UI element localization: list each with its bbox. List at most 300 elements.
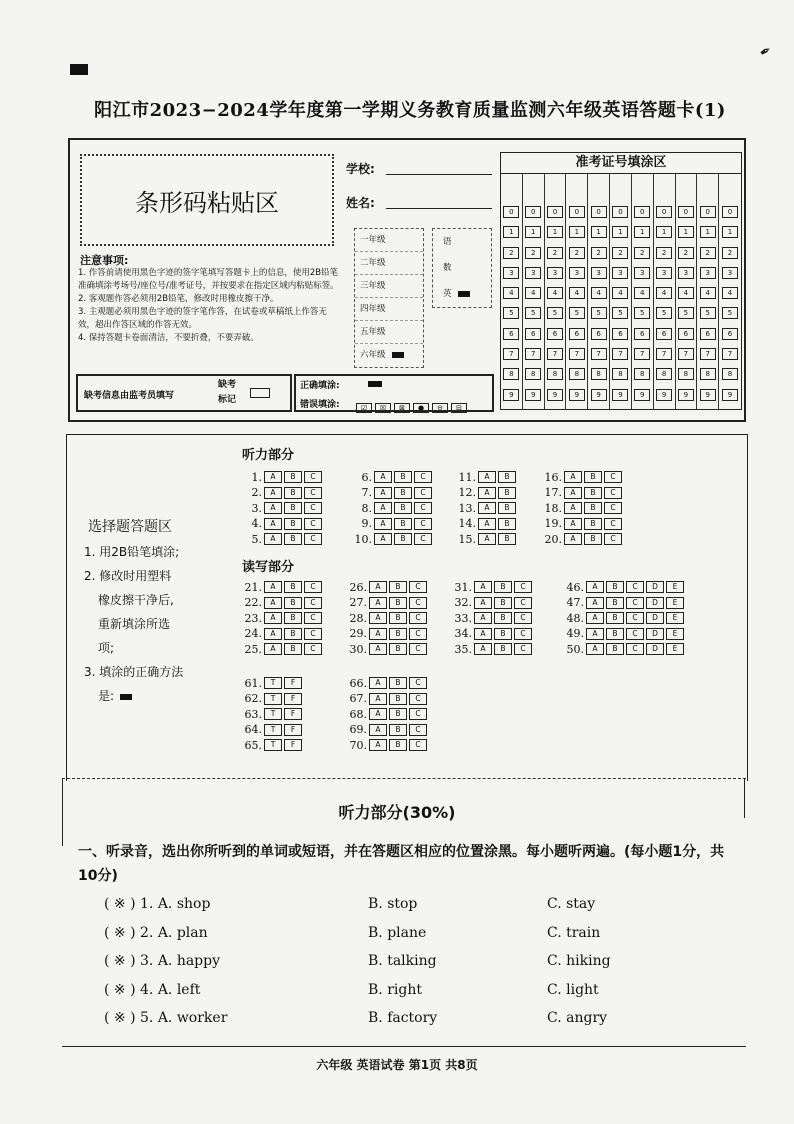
exam-digit-bubble[interactable]: 9 xyxy=(547,389,563,401)
answer-bubble[interactable]: B xyxy=(389,693,407,705)
answer-bubble[interactable]: A xyxy=(369,708,387,720)
answer-bubble[interactable]: C xyxy=(414,487,432,499)
exam-digit-bubble[interactable]: 2 xyxy=(700,247,716,259)
exam-digit-bubble[interactable]: 9 xyxy=(503,389,519,401)
answer-bubble[interactable]: C xyxy=(409,693,427,705)
answer-bubble[interactable]: B xyxy=(389,628,407,640)
answer-bubble[interactable]: C xyxy=(409,612,427,624)
answer-bubble[interactable]: B xyxy=(584,487,602,499)
exam-digit-bubble[interactable]: 6 xyxy=(700,328,716,340)
answer-bubble[interactable]: A xyxy=(586,612,604,624)
answer-bubble[interactable]: A xyxy=(586,628,604,640)
exam-digit-bubble[interactable]: 0 xyxy=(656,206,672,218)
answer-bubble[interactable]: C xyxy=(409,581,427,593)
answer-bubble[interactable]: D xyxy=(646,612,664,624)
exam-digit-bubble[interactable]: 1 xyxy=(656,226,672,238)
exam-digit-bubble[interactable]: 2 xyxy=(722,247,738,259)
answer-bubble[interactable]: C xyxy=(604,533,622,545)
exam-digit-bubble[interactable]: 9 xyxy=(678,389,694,401)
exam-digit-bubble[interactable]: 0 xyxy=(722,206,738,218)
question-number: 47. xyxy=(566,596,584,609)
answer-bubble[interactable]: B xyxy=(389,612,407,624)
answer-bubble[interactable]: C xyxy=(514,628,532,640)
answer-bubble[interactable]: C xyxy=(626,581,644,593)
exam-digit-bubble[interactable]: 3 xyxy=(503,267,519,279)
exam-digit-bubble[interactable]: 7 xyxy=(569,348,585,360)
exam-digit-bubble[interactable]: 9 xyxy=(722,389,738,401)
exam-digit-bubble[interactable]: 1 xyxy=(503,226,519,238)
exam-digit-bubble[interactable]: 5 xyxy=(722,307,738,319)
answer-bubble[interactable]: F xyxy=(284,693,302,705)
answer-bubble[interactable]: B xyxy=(389,724,407,736)
exam-digit-bubble[interactable]: 6 xyxy=(525,328,541,340)
answer-bubble[interactable]: C xyxy=(626,643,644,655)
exam-digit-bubble[interactable]: 8 xyxy=(722,368,738,380)
answer-bubble[interactable]: A xyxy=(478,502,496,514)
answer-bubble[interactable]: E xyxy=(666,643,684,655)
question-number: 65. xyxy=(244,738,262,752)
answer-bubble[interactable]: A xyxy=(369,677,387,689)
answer-bubble[interactable]: C xyxy=(626,628,644,640)
exam-digit-bubble[interactable]: 2 xyxy=(503,247,519,259)
exam-digit-bubble[interactable]: 2 xyxy=(678,247,694,259)
exam-digit-bubble[interactable]: 5 xyxy=(678,307,694,319)
question-number: 20. xyxy=(544,532,562,546)
exam-digit-bubble[interactable]: 8 xyxy=(656,368,672,380)
exam-digit-bubble[interactable]: 4 xyxy=(678,287,694,299)
answer-bubble[interactable]: C xyxy=(304,612,322,624)
answer-bubble[interactable]: T xyxy=(264,708,282,720)
answer-bubble[interactable]: C xyxy=(304,643,322,655)
exam-digit-bubble[interactable]: 3 xyxy=(569,267,585,279)
exam-digit-bubble[interactable]: 4 xyxy=(569,287,585,299)
answer-bubble[interactable]: E xyxy=(666,612,684,624)
answer-bubble[interactable]: D xyxy=(646,581,664,593)
answer-bubble[interactable]: A xyxy=(474,612,492,624)
exam-digit-bubble[interactable]: 5 xyxy=(591,307,607,319)
exam-digit-bubble[interactable]: 1 xyxy=(722,226,738,238)
subject-english-label: 英 xyxy=(443,289,452,299)
answer-bubble[interactable]: A xyxy=(374,502,392,514)
exam-digit-bubble[interactable]: 9 xyxy=(656,389,672,401)
answer-bubble[interactable]: A xyxy=(586,581,604,593)
exam-digit-bubble[interactable]: 9 xyxy=(612,389,628,401)
exam-digit-bubble[interactable]: 3 xyxy=(525,267,541,279)
answer-bubble[interactable]: T xyxy=(264,724,282,736)
exam-digit-bubble[interactable]: 6 xyxy=(612,328,628,340)
answer-bubble[interactable]: B xyxy=(389,677,407,689)
answer-bubble[interactable]: C xyxy=(604,487,622,499)
exam-digit-bubble[interactable]: 7 xyxy=(591,348,607,360)
answer-bubble[interactable]: A xyxy=(369,597,387,609)
answer-bubble[interactable]: C xyxy=(626,612,644,624)
answer-bubble[interactable]: C xyxy=(604,502,622,514)
exam-digit-bubble[interactable]: 9 xyxy=(525,389,541,401)
answer-row xyxy=(240,692,304,706)
exam-digit-bubble[interactable]: 4 xyxy=(547,287,563,299)
exam-digit-bubble[interactable]: 6 xyxy=(503,328,519,340)
answer-row xyxy=(450,611,534,625)
exam-digit-bubble[interactable]: 1 xyxy=(569,226,585,238)
absent-mark-box[interactable] xyxy=(250,388,270,398)
answer-bubble[interactable]: B xyxy=(284,533,302,545)
exam-digit-bubble[interactable]: 3 xyxy=(656,267,672,279)
exam-digit-bubble[interactable]: 3 xyxy=(700,267,716,279)
exam-digit-bubble[interactable]: 0 xyxy=(634,206,650,218)
answer-bubble[interactable]: A xyxy=(474,597,492,609)
exam-digit-bubble[interactable]: 1 xyxy=(591,226,607,238)
question-number: 62. xyxy=(244,692,262,705)
exam-digit-bubble[interactable]: 2 xyxy=(569,247,585,259)
answer-bubble[interactable]: C xyxy=(514,643,532,655)
absent-text: 缺考信息由监考员填写 xyxy=(84,391,175,401)
answer-bubble[interactable]: C xyxy=(414,471,432,483)
question-number: 15. xyxy=(458,532,476,546)
answer-bubble[interactable]: A xyxy=(474,628,492,640)
exam-digit-bubble[interactable]: 8 xyxy=(591,368,607,380)
answer-bubble[interactable]: B xyxy=(284,597,302,609)
subject-english[interactable] xyxy=(433,281,491,307)
answer-bubble[interactable]: B xyxy=(284,612,302,624)
answer-bubble[interactable]: A xyxy=(478,487,496,499)
answer-bubble[interactable]: B xyxy=(606,628,624,640)
exam-digit-bubble[interactable]: 8 xyxy=(612,368,628,380)
exam-digit-bubble[interactable]: 8 xyxy=(678,368,694,380)
exam-digit-bubble[interactable]: 4 xyxy=(700,287,716,299)
exam-digit-bubble[interactable]: 0 xyxy=(678,206,694,218)
exam-digit-bubble[interactable]: 6 xyxy=(547,328,563,340)
exam-digit-bubble[interactable]: 1 xyxy=(678,226,694,238)
answer-bubble[interactable]: B xyxy=(394,502,412,514)
answer-bubble[interactable]: B xyxy=(606,612,624,624)
answer-bubble[interactable]: C xyxy=(604,518,622,530)
name-field[interactable] xyxy=(386,194,492,209)
exam-digit-bubble[interactable]: 4 xyxy=(591,287,607,299)
exam-digit-bubble[interactable]: 1 xyxy=(612,226,628,238)
answer-bubble[interactable]: C xyxy=(604,471,622,483)
exam-digit-bubble[interactable]: 5 xyxy=(612,307,628,319)
exam-digit-bubble[interactable]: 0 xyxy=(612,206,628,218)
answer-bubble[interactable]: A xyxy=(369,612,387,624)
answer-bubble[interactable]: B xyxy=(284,487,302,499)
exam-digit-bubble[interactable]: 0 xyxy=(525,206,541,218)
answer-bubble[interactable]: C xyxy=(514,581,532,593)
question-number: 32. xyxy=(454,596,472,609)
answer-bubble[interactable]: C xyxy=(414,502,432,514)
answer-bubble[interactable]: C xyxy=(409,628,427,640)
answer-bubble[interactable]: B xyxy=(494,581,512,593)
answer-bubble[interactable]: B xyxy=(494,628,512,640)
answer-bubble[interactable]: B xyxy=(284,471,302,483)
school-field[interactable] xyxy=(386,160,492,175)
grade-1[interactable]: 一年级 xyxy=(355,229,423,252)
wrong-check-icon: ☑ xyxy=(356,403,372,413)
answer-bubble[interactable]: A xyxy=(474,581,492,593)
question-number: 27. xyxy=(349,596,367,609)
question-number: 46. xyxy=(566,580,584,594)
question-number: 49. xyxy=(566,627,584,640)
answer-bubble[interactable]: A xyxy=(586,643,604,655)
exam-digit-bubble[interactable]: 8 xyxy=(634,368,650,380)
exam-digit-bubble[interactable]: 9 xyxy=(591,389,607,401)
exam-digit-bubble[interactable]: 9 xyxy=(634,389,650,401)
exam-digit-bubble[interactable]: 3 xyxy=(612,267,628,279)
exam-digit-bubble[interactable]: 5 xyxy=(547,307,563,319)
exam-digit-bubble[interactable]: 8 xyxy=(525,368,541,380)
exam-digit-bubble[interactable]: 2 xyxy=(612,247,628,259)
grade-6[interactable] xyxy=(355,344,423,366)
answer-bubble[interactable]: F xyxy=(284,708,302,720)
answer-bubble[interactable]: A xyxy=(264,502,282,514)
answer-bubble[interactable]: A xyxy=(369,643,387,655)
answer-bubble[interactable]: C xyxy=(304,502,322,514)
answer-bubble[interactable]: D xyxy=(646,628,664,640)
answer-bubble[interactable]: B xyxy=(498,533,516,545)
exam-digit-bubble[interactable]: 0 xyxy=(591,206,607,218)
answer-bubble[interactable]: C xyxy=(514,612,532,624)
answer-bubble[interactable]: E xyxy=(666,597,684,609)
exam-digit-bubble[interactable]: 6 xyxy=(722,328,738,340)
exam-digit-bubble[interactable]: 1 xyxy=(547,226,563,238)
exam-digit-bubble[interactable]: 0 xyxy=(700,206,716,218)
answer-bubble[interactable]: A xyxy=(374,487,392,499)
exam-digit-bubble[interactable]: 7 xyxy=(656,348,672,360)
answer-bubble[interactable]: C xyxy=(626,597,644,609)
answer-bubble[interactable]: A xyxy=(586,597,604,609)
exam-digit-bubble[interactable]: 7 xyxy=(612,348,628,360)
answer-bubble[interactable]: B xyxy=(389,643,407,655)
question-number: 68. xyxy=(349,707,367,721)
answer-bubble[interactable]: C xyxy=(304,518,322,530)
wrong-cross-icon: ☒ xyxy=(375,403,391,413)
answer-bubble[interactable]: A xyxy=(564,533,582,545)
answer-bubble[interactable]: B xyxy=(394,471,412,483)
answer-bubble[interactable]: A xyxy=(264,612,282,624)
answer-bubble[interactable]: B xyxy=(394,518,412,530)
answer-bubble[interactable]: F xyxy=(284,724,302,736)
exam-digit-bubble[interactable]: 2 xyxy=(547,247,563,259)
answer-bubble[interactable]: A xyxy=(374,533,392,545)
exam-digit-bubble[interactable]: 4 xyxy=(656,287,672,299)
answer-bubble[interactable]: B xyxy=(584,471,602,483)
exam-digit-bubble[interactable]: 4 xyxy=(634,287,650,299)
exam-digit-bubble[interactable]: 9 xyxy=(569,389,585,401)
answer-bubble[interactable]: B xyxy=(498,487,516,499)
answer-row xyxy=(345,596,429,610)
answer-bubble[interactable]: B xyxy=(284,502,302,514)
exam-digit-bubble[interactable]: 2 xyxy=(656,247,672,259)
answer-bubble[interactable]: C xyxy=(409,643,427,655)
exam-digit-bubble[interactable]: 4 xyxy=(612,287,628,299)
exam-digit-bubble[interactable]: 8 xyxy=(503,368,519,380)
answer-bubble[interactable]: B xyxy=(394,487,412,499)
answer-bubble[interactable]: A xyxy=(478,471,496,483)
exam-digit-bubble[interactable]: 5 xyxy=(656,307,672,319)
answer-bubble[interactable]: C xyxy=(304,597,322,609)
exam-digit-bubble[interactable]: 3 xyxy=(722,267,738,279)
answer-bubble[interactable]: B xyxy=(389,597,407,609)
answer-bubble[interactable]: A xyxy=(264,533,282,545)
exam-digit-bubble[interactable]: 1 xyxy=(700,226,716,238)
question-number: 34. xyxy=(454,627,472,640)
answer-bubble[interactable]: A xyxy=(264,628,282,640)
question-stem-option-a: ( ※ ) 3. A. happy xyxy=(104,953,221,969)
answer-bubble[interactable]: A xyxy=(564,502,582,514)
answer-bubble[interactable]: A xyxy=(264,471,282,483)
answer-bubble[interactable]: C xyxy=(304,471,322,483)
exam-digit-bubble[interactable]: 3 xyxy=(591,267,607,279)
answer-bubble[interactable]: C xyxy=(409,677,427,689)
exam-digit-bubble[interactable]: 0 xyxy=(503,206,519,218)
exam-digit-bubble[interactable]: 9 xyxy=(700,389,716,401)
answer-bubble[interactable]: A xyxy=(374,518,392,530)
answer-row xyxy=(450,627,534,641)
answer-bubble[interactable]: B xyxy=(284,518,302,530)
answer-bubble[interactable]: A xyxy=(369,739,387,751)
answer-bubble[interactable]: T xyxy=(264,693,282,705)
answer-row xyxy=(454,532,518,546)
answer-bubble[interactable]: C xyxy=(414,533,432,545)
exam-digit-bubble[interactable]: 4 xyxy=(525,287,541,299)
answer-bubble[interactable]: C xyxy=(304,581,322,593)
exam-digit-bubble[interactable]: 0 xyxy=(547,206,563,218)
exam-digit-bubble[interactable]: 1 xyxy=(634,226,650,238)
answer-bubble[interactable]: A xyxy=(264,597,282,609)
subject-chinese[interactable]: 语 xyxy=(443,237,452,247)
exam-digit-bubble[interactable]: 5 xyxy=(503,307,519,319)
answer-bubble[interactable]: C xyxy=(409,739,427,751)
exam-digit-bubble[interactable]: 2 xyxy=(634,247,650,259)
exam-digit-bubble[interactable]: 8 xyxy=(700,368,716,380)
answer-bubble[interactable]: B xyxy=(394,533,412,545)
answer-bubble[interactable]: C xyxy=(304,628,322,640)
answer-bubble[interactable]: E xyxy=(666,628,684,640)
answer-bubble[interactable]: C xyxy=(409,724,427,736)
answer-bubble[interactable]: B xyxy=(284,643,302,655)
answer-bubble[interactable]: T xyxy=(264,739,282,751)
answer-bubble[interactable]: D xyxy=(646,643,664,655)
answer-bubble[interactable]: C xyxy=(304,487,322,499)
exam-digit-bubble[interactable]: 6 xyxy=(569,328,585,340)
answer-bubble[interactable]: A xyxy=(564,487,582,499)
grade-3[interactable]: 三年级 xyxy=(355,275,423,298)
answer-bubble[interactable]: B xyxy=(389,708,407,720)
answer-bubble[interactable]: B xyxy=(606,581,624,593)
answer-bubble[interactable]: B xyxy=(606,643,624,655)
exam-digit-bubble[interactable]: 5 xyxy=(700,307,716,319)
answer-bubble[interactable]: B xyxy=(389,581,407,593)
answer-bubble[interactable]: B xyxy=(584,502,602,514)
exam-digit-bubble[interactable]: 7 xyxy=(678,348,694,360)
answer-bubble[interactable]: A xyxy=(564,518,582,530)
answer-bubble[interactable]: B xyxy=(498,471,516,483)
question-stem-option-a: ( ※ ) 4. A. left xyxy=(104,981,201,998)
answer-bubble[interactable]: A xyxy=(264,487,282,499)
answer-bubble[interactable]: A xyxy=(478,518,496,530)
answer-bubble[interactable]: C xyxy=(409,597,427,609)
answer-bubble[interactable]: A xyxy=(264,643,282,655)
answer-bubble[interactable]: F xyxy=(284,677,302,689)
question-number: 13. xyxy=(458,501,476,515)
answer-bubble[interactable]: B xyxy=(606,597,624,609)
answer-bubble[interactable]: C xyxy=(514,597,532,609)
answer-bubble[interactable]: B xyxy=(389,739,407,751)
exam-digit-bubble[interactable]: 3 xyxy=(634,267,650,279)
exam-digit-bubble[interactable]: 6 xyxy=(678,328,694,340)
question-number: 67. xyxy=(349,692,367,705)
exam-digit-bubble[interactable]: 7 xyxy=(547,348,563,360)
question-number: 8. xyxy=(361,501,372,515)
answer-bubble[interactable]: D xyxy=(646,597,664,609)
exam-digit-bubble[interactable]: 1 xyxy=(525,226,541,238)
answer-bubble[interactable]: E xyxy=(666,581,684,593)
answer-bubble[interactable]: C xyxy=(414,518,432,530)
exam-digit-bubble[interactable]: 3 xyxy=(547,267,563,279)
exam-digit-bubble[interactable]: 5 xyxy=(634,307,650,319)
exam-digit-bubble[interactable]: 3 xyxy=(678,267,694,279)
exam-digit-bubble[interactable]: 8 xyxy=(569,368,585,380)
answer-bubble[interactable]: A xyxy=(264,581,282,593)
answer-bubble[interactable]: B xyxy=(584,518,602,530)
grade-5[interactable]: 五年级 xyxy=(355,321,423,344)
exam-digit-bubble[interactable]: 8 xyxy=(547,368,563,380)
exam-digit-bubble[interactable]: 7 xyxy=(700,348,716,360)
exam-digit-bubble[interactable]: 7 xyxy=(634,348,650,360)
grade-4[interactable]: 四年级 xyxy=(355,298,423,321)
answer-bubble[interactable]: B xyxy=(498,518,516,530)
grade-2[interactable]: 二年级 xyxy=(355,252,423,275)
answer-bubble[interactable]: A xyxy=(264,518,282,530)
answer-bubble[interactable]: A xyxy=(564,471,582,483)
answer-row xyxy=(540,470,624,484)
exam-digit-bubble[interactable]: 4 xyxy=(503,287,519,299)
answer-bubble[interactable]: F xyxy=(284,739,302,751)
answer-bubble[interactable]: B xyxy=(498,502,516,514)
answer-bubble[interactable]: A xyxy=(369,628,387,640)
exam-digit-bubble[interactable]: 7 xyxy=(722,348,738,360)
exam-digit-bubble[interactable]: 4 xyxy=(722,287,738,299)
answer-bubble[interactable]: A xyxy=(369,693,387,705)
exam-digit-bubble[interactable]: 5 xyxy=(525,307,541,319)
exam-digit-bubble[interactable]: 6 xyxy=(656,328,672,340)
exam-digit-bubble[interactable]: 5 xyxy=(569,307,585,319)
answer-bubble[interactable]: A xyxy=(369,724,387,736)
answer-bubble[interactable]: B xyxy=(284,581,302,593)
answer-bubble[interactable]: B xyxy=(494,643,512,655)
subject-math[interactable]: 数 xyxy=(443,263,452,273)
answer-bubble[interactable]: A xyxy=(478,533,496,545)
listening-section-title: 听力部分 xyxy=(242,448,295,463)
answer-bubble[interactable]: A xyxy=(474,643,492,655)
answer-bubble[interactable]: A xyxy=(374,471,392,483)
exam-digit-bubble[interactable]: 0 xyxy=(569,206,585,218)
exam-digit-bubble[interactable]: 6 xyxy=(634,328,650,340)
answer-bubble[interactable]: B xyxy=(494,597,512,609)
answer-bubble[interactable]: C xyxy=(304,533,322,545)
answer-bubble[interactable]: B xyxy=(584,533,602,545)
exam-digit-bubble[interactable]: 7 xyxy=(525,348,541,360)
exam-digit-bubble[interactable]: 2 xyxy=(525,247,541,259)
name-label: 姓名: xyxy=(346,196,375,210)
answer-bubble[interactable]: C xyxy=(409,708,427,720)
exam-digit-bubble[interactable]: 7 xyxy=(503,348,519,360)
answer-bubble[interactable]: B xyxy=(284,628,302,640)
exam-digit-bubble[interactable]: 6 xyxy=(591,328,607,340)
answer-bubble[interactable]: B xyxy=(494,612,512,624)
exam-digit-bubble[interactable]: 2 xyxy=(591,247,607,259)
answer-bubble[interactable]: T xyxy=(264,677,282,689)
answer-bubble[interactable]: A xyxy=(369,581,387,593)
